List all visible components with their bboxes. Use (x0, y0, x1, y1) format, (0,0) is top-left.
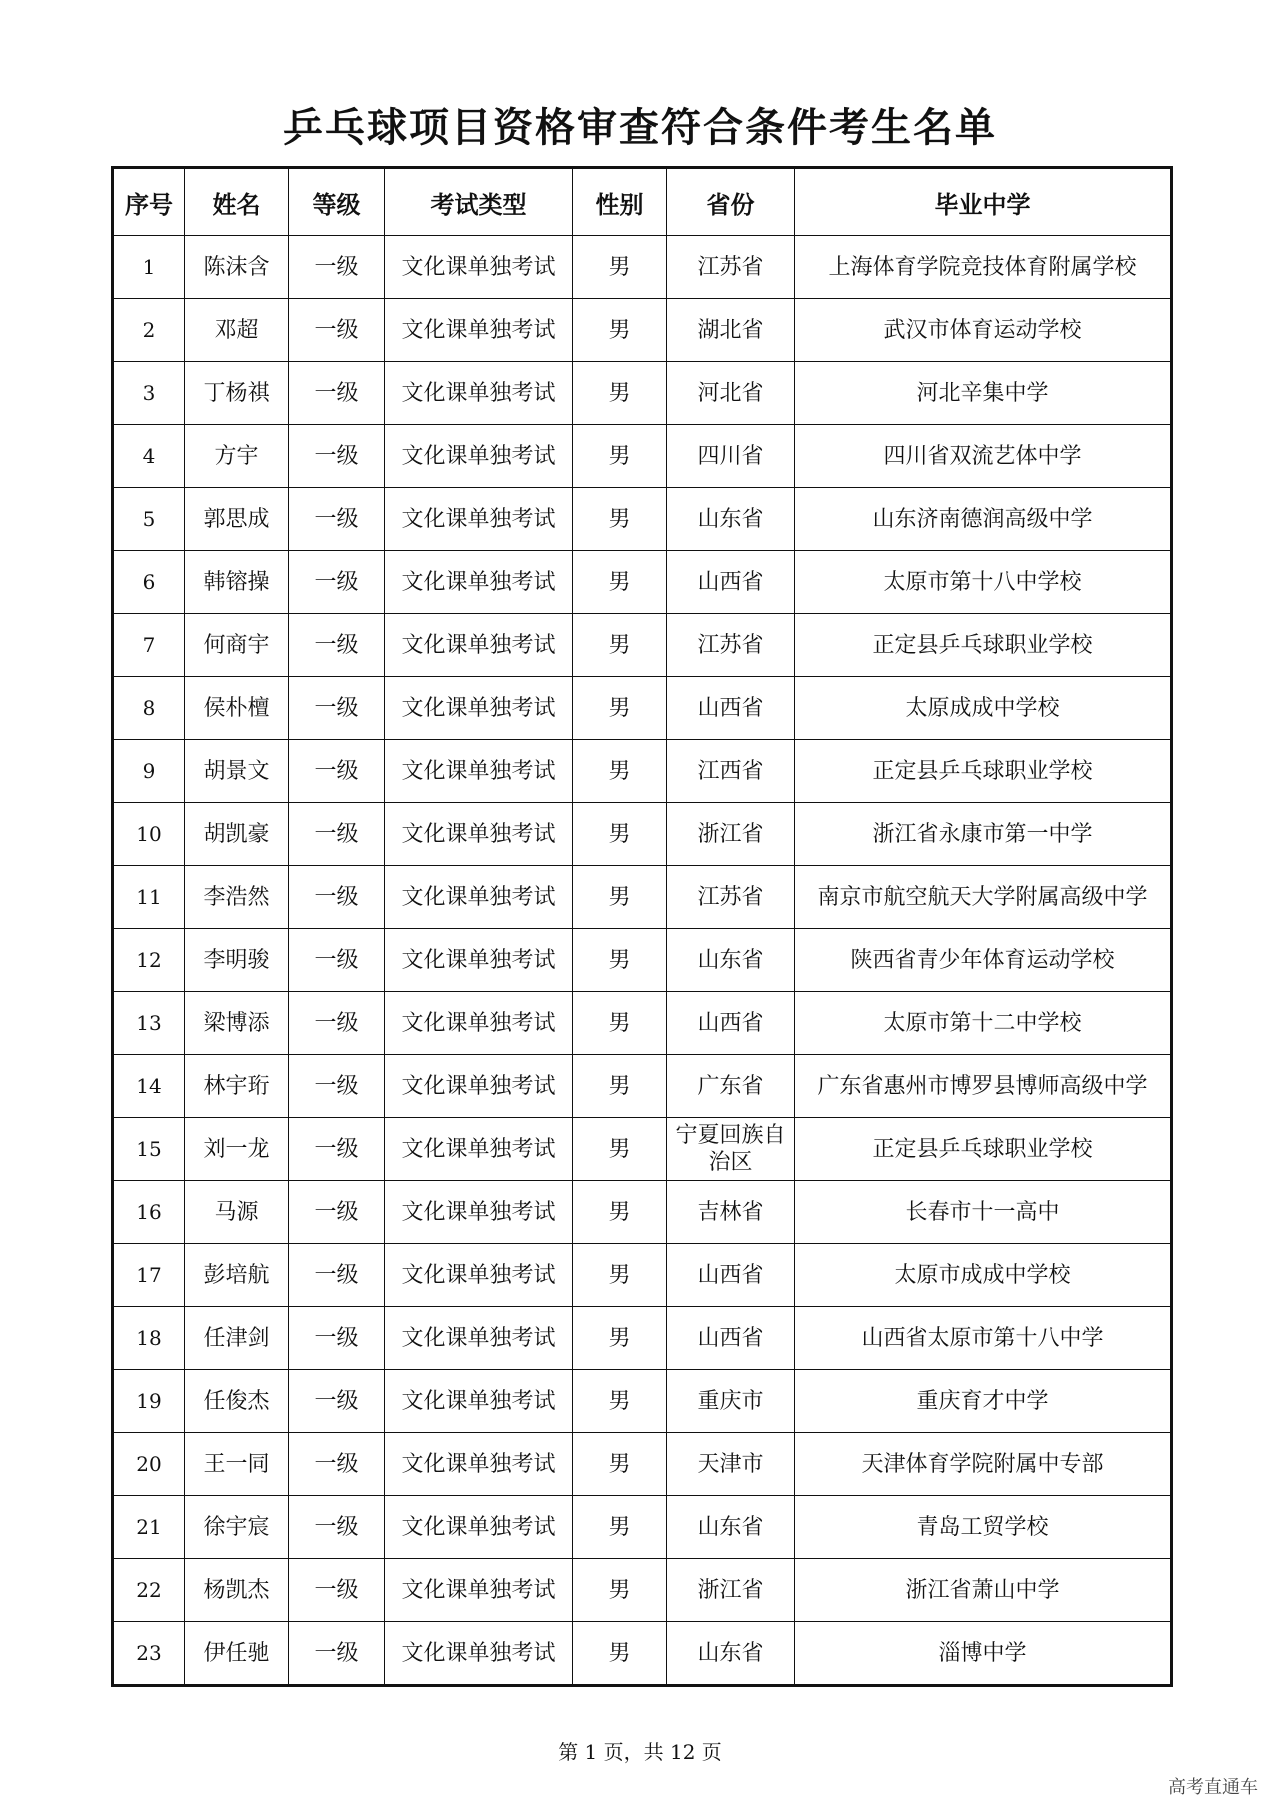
header-exam-type: 考试类型 (385, 168, 573, 236)
cell-gender: 男 (573, 803, 667, 866)
table-row (113, 1559, 1172, 1622)
table-row (113, 1433, 1172, 1496)
cell-index: 7 (113, 614, 185, 677)
cell-gender: 男 (573, 1181, 667, 1244)
cell-exam-type: 文化课单独考试 (385, 677, 573, 740)
watermark: 高考直通车 (1168, 1777, 1258, 1798)
cell-gender: 男 (573, 1118, 667, 1181)
page-footer: 第 1 页，共 12 页 (558, 1740, 722, 1764)
cell-level: 一级 (289, 425, 385, 488)
cell-province: 山东省 (667, 488, 795, 551)
cell-level: 一级 (289, 677, 385, 740)
cell-school: 正定县乒乓球职业学校 (795, 1118, 1172, 1181)
table-row (113, 299, 1172, 362)
cell-gender: 男 (573, 1433, 667, 1496)
table-row (113, 929, 1172, 992)
table-row (113, 1307, 1172, 1370)
cell-gender: 男 (573, 236, 667, 299)
cell-level: 一级 (289, 866, 385, 929)
cell-exam-type: 文化课单独考试 (385, 488, 573, 551)
cell-name: 陈沫含 (185, 236, 289, 299)
cell-exam-type: 文化课单独考试 (385, 866, 573, 929)
cell-school: 天津体育学院附属中专部 (795, 1433, 1172, 1496)
cell-level: 一级 (289, 1307, 385, 1370)
cell-province: 山东省 (667, 1496, 795, 1559)
cell-level: 一级 (289, 1370, 385, 1433)
cell-level: 一级 (289, 929, 385, 992)
cell-school: 山东济南德润高级中学 (795, 488, 1172, 551)
cell-level: 一级 (289, 1118, 385, 1181)
table-row (113, 803, 1172, 866)
cell-name: 方宇 (185, 425, 289, 488)
cell-name: 王一同 (185, 1433, 289, 1496)
cell-gender: 男 (573, 929, 667, 992)
cell-province: 宁夏回族自治区 (667, 1118, 795, 1181)
header-gender: 性别 (573, 168, 667, 236)
cell-name: 韩镕操 (185, 551, 289, 614)
cell-gender: 男 (573, 1622, 667, 1686)
cell-gender: 男 (573, 425, 667, 488)
cell-province: 浙江省 (667, 1559, 795, 1622)
cell-level: 一级 (289, 614, 385, 677)
table-row (113, 614, 1172, 677)
cell-gender: 男 (573, 1370, 667, 1433)
cell-exam-type: 文化课单独考试 (385, 1433, 573, 1496)
cell-name: 伊任驰 (185, 1622, 289, 1686)
cell-index: 2 (113, 299, 185, 362)
cell-exam-type: 文化课单独考试 (385, 362, 573, 425)
cell-level: 一级 (289, 1244, 385, 1307)
cell-index: 18 (113, 1307, 185, 1370)
cell-province: 山西省 (667, 992, 795, 1055)
cell-gender: 男 (573, 1559, 667, 1622)
cell-level: 一级 (289, 551, 385, 614)
table-row (113, 362, 1172, 425)
cell-province: 河北省 (667, 362, 795, 425)
cell-exam-type: 文化课单独考试 (385, 551, 573, 614)
cell-school: 山西省太原市第十八中学 (795, 1307, 1172, 1370)
cell-gender: 男 (573, 992, 667, 1055)
table-row (113, 677, 1172, 740)
cell-exam-type: 文化课单独考试 (385, 1307, 573, 1370)
cell-province: 浙江省 (667, 803, 795, 866)
cell-level: 一级 (289, 299, 385, 362)
cell-name: 李明骏 (185, 929, 289, 992)
cell-gender: 男 (573, 866, 667, 929)
cell-name: 杨凯杰 (185, 1559, 289, 1622)
cell-gender: 男 (573, 362, 667, 425)
cell-school: 河北辛集中学 (795, 362, 1172, 425)
cell-exam-type: 文化课单独考试 (385, 740, 573, 803)
cell-name: 林宇珩 (185, 1055, 289, 1118)
cell-name: 丁杨祺 (185, 362, 289, 425)
cell-index: 11 (113, 866, 185, 929)
cell-province: 重庆市 (667, 1370, 795, 1433)
cell-name: 马源 (185, 1181, 289, 1244)
cell-index: 14 (113, 1055, 185, 1118)
table-row (113, 551, 1172, 614)
cell-name: 胡景文 (185, 740, 289, 803)
header-school: 毕业中学 (795, 168, 1172, 236)
table-row (113, 992, 1172, 1055)
cell-gender: 男 (573, 614, 667, 677)
cell-gender: 男 (573, 740, 667, 803)
table-row (113, 425, 1172, 488)
cell-province: 湖北省 (667, 299, 795, 362)
cell-province: 江西省 (667, 740, 795, 803)
cell-level: 一级 (289, 740, 385, 803)
cell-gender: 男 (573, 677, 667, 740)
table-row (113, 1622, 1172, 1686)
cell-province: 山西省 (667, 551, 795, 614)
cell-name: 彭培航 (185, 1244, 289, 1307)
cell-province: 吉林省 (667, 1181, 795, 1244)
table-row (113, 1055, 1172, 1118)
cell-exam-type: 文化课单独考试 (385, 929, 573, 992)
cell-gender: 男 (573, 299, 667, 362)
cell-province: 山东省 (667, 929, 795, 992)
cell-name: 胡凯豪 (185, 803, 289, 866)
cell-school: 南京市航空航天大学附属高级中学 (795, 866, 1172, 929)
cell-exam-type: 文化课单独考试 (385, 1559, 573, 1622)
cell-exam-type: 文化课单独考试 (385, 425, 573, 488)
cell-level: 一级 (289, 1433, 385, 1496)
cell-index: 19 (113, 1370, 185, 1433)
cell-index: 5 (113, 488, 185, 551)
cell-level: 一级 (289, 236, 385, 299)
cell-school: 正定县乒乓球职业学校 (795, 614, 1172, 677)
table-row (113, 236, 1172, 299)
cell-level: 一级 (289, 803, 385, 866)
cell-name: 侯朴檀 (185, 677, 289, 740)
cell-school: 浙江省永康市第一中学 (795, 803, 1172, 866)
cell-province: 山西省 (667, 1244, 795, 1307)
cell-name: 李浩然 (185, 866, 289, 929)
table-row (113, 740, 1172, 803)
cell-school: 太原市第十八中学校 (795, 551, 1172, 614)
cell-gender: 男 (573, 1055, 667, 1118)
cell-province: 四川省 (667, 425, 795, 488)
cell-exam-type: 文化课单独考试 (385, 299, 573, 362)
cell-level: 一级 (289, 1622, 385, 1686)
cell-gender: 男 (573, 551, 667, 614)
cell-index: 23 (113, 1622, 185, 1686)
cell-school: 长春市十一高中 (795, 1181, 1172, 1244)
cell-level: 一级 (289, 1181, 385, 1244)
cell-index: 3 (113, 362, 185, 425)
table-row (113, 1118, 1172, 1181)
cell-school: 上海体育学院竞技体育附属学校 (795, 236, 1172, 299)
cell-school: 太原市第十二中学校 (795, 992, 1172, 1055)
cell-index: 15 (113, 1118, 185, 1181)
table-row (113, 1244, 1172, 1307)
cell-school: 青岛工贸学校 (795, 1496, 1172, 1559)
header-province: 省份 (667, 168, 795, 236)
cell-exam-type: 文化课单独考试 (385, 1370, 573, 1433)
table-row (113, 1370, 1172, 1433)
table-row (113, 866, 1172, 929)
cell-name: 何商宇 (185, 614, 289, 677)
table-row (113, 1181, 1172, 1244)
cell-index: 9 (113, 740, 185, 803)
cell-exam-type: 文化课单独考试 (385, 1244, 573, 1307)
cell-school: 四川省双流艺体中学 (795, 425, 1172, 488)
cell-level: 一级 (289, 488, 385, 551)
cell-school: 浙江省萧山中学 (795, 1559, 1172, 1622)
cell-index: 1 (113, 236, 185, 299)
cell-index: 16 (113, 1181, 185, 1244)
cell-index: 8 (113, 677, 185, 740)
cell-school: 太原市成成中学校 (795, 1244, 1172, 1307)
cell-index: 22 (113, 1559, 185, 1622)
document-title: 乒乓球项目资格审查符合条件考生名单 (283, 105, 997, 151)
cell-exam-type: 文化课单独考试 (385, 1118, 573, 1181)
cell-index: 17 (113, 1244, 185, 1307)
header-index: 序号 (113, 168, 185, 236)
cell-index: 12 (113, 929, 185, 992)
cell-exam-type: 文化课单独考试 (385, 1181, 573, 1244)
cell-exam-type: 文化课单独考试 (385, 1055, 573, 1118)
cell-name: 郭思成 (185, 488, 289, 551)
candidate-table (111, 166, 1173, 1687)
cell-index: 6 (113, 551, 185, 614)
header-name: 姓名 (185, 168, 289, 236)
cell-index: 20 (113, 1433, 185, 1496)
cell-name: 邓超 (185, 299, 289, 362)
cell-school: 广东省惠州市博罗县博师高级中学 (795, 1055, 1172, 1118)
cell-school: 淄博中学 (795, 1622, 1172, 1686)
cell-gender: 男 (573, 1307, 667, 1370)
cell-school: 陕西省青少年体育运动学校 (795, 929, 1172, 992)
cell-school: 武汉市体育运动学校 (795, 299, 1172, 362)
cell-exam-type: 文化课单独考试 (385, 1622, 573, 1686)
cell-index: 10 (113, 803, 185, 866)
header-row (113, 168, 1172, 236)
cell-name: 梁博添 (185, 992, 289, 1055)
header-level: 等级 (289, 168, 385, 236)
cell-level: 一级 (289, 1496, 385, 1559)
cell-province: 江苏省 (667, 236, 795, 299)
cell-province: 广东省 (667, 1055, 795, 1118)
cell-exam-type: 文化课单独考试 (385, 236, 573, 299)
cell-school: 重庆育才中学 (795, 1370, 1172, 1433)
cell-gender: 男 (573, 1496, 667, 1559)
cell-name: 任俊杰 (185, 1370, 289, 1433)
cell-level: 一级 (289, 1055, 385, 1118)
cell-index: 21 (113, 1496, 185, 1559)
cell-name: 任津剑 (185, 1307, 289, 1370)
cell-index: 13 (113, 992, 185, 1055)
cell-exam-type: 文化课单独考试 (385, 992, 573, 1055)
cell-province: 山东省 (667, 1622, 795, 1686)
cell-province: 天津市 (667, 1433, 795, 1496)
cell-exam-type: 文化课单独考试 (385, 803, 573, 866)
cell-province: 江苏省 (667, 614, 795, 677)
cell-gender: 男 (573, 1244, 667, 1307)
cell-level: 一级 (289, 362, 385, 425)
cell-province: 山西省 (667, 677, 795, 740)
table-row (113, 488, 1172, 551)
cell-school: 正定县乒乓球职业学校 (795, 740, 1172, 803)
cell-province: 山西省 (667, 1307, 795, 1370)
cell-index: 4 (113, 425, 185, 488)
cell-level: 一级 (289, 1559, 385, 1622)
cell-school: 太原成成中学校 (795, 677, 1172, 740)
cell-exam-type: 文化课单独考试 (385, 1496, 573, 1559)
cell-name: 刘一龙 (185, 1118, 289, 1181)
cell-exam-type: 文化课单独考试 (385, 614, 573, 677)
cell-name: 徐宇宸 (185, 1496, 289, 1559)
cell-province: 江苏省 (667, 866, 795, 929)
table-row (113, 1496, 1172, 1559)
cell-gender: 男 (573, 488, 667, 551)
cell-level: 一级 (289, 992, 385, 1055)
table-body (113, 236, 1172, 1686)
